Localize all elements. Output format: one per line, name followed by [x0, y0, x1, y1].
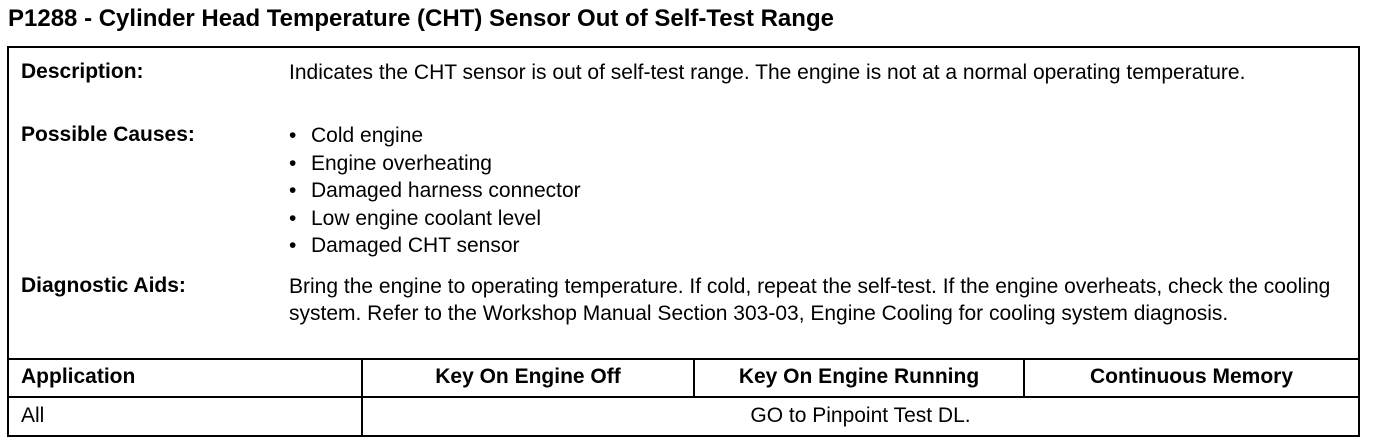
- table-divider: [9, 396, 1358, 398]
- table-divider: [9, 358, 1358, 360]
- possible-causes-label: Possible Causes:: [21, 123, 195, 146]
- dtc-table: [7, 46, 1360, 437]
- table-row-application: All: [21, 404, 45, 427]
- header-continuous-memory: Continuous Memory: [1090, 365, 1293, 388]
- header-key-on-engine-off: Key On Engine Off: [435, 365, 621, 388]
- cause-item: • Engine overheating: [289, 150, 1344, 178]
- cause-item: • Low engine coolant level: [289, 205, 1344, 233]
- header-key-on-engine-running: Key On Engine Running: [738, 365, 980, 388]
- page-title: P1288 - Cylinder Head Temperature (CHT) Sensor Out of Self-Test Range: [8, 5, 834, 32]
- possible-causes-content: [289, 122, 1344, 260]
- cause-item: • Damaged CHT sensor: [289, 232, 1344, 260]
- table-row-action: GO to Pinpoint Test DL.: [750, 404, 971, 427]
- cause-item: • Cold engine: [289, 122, 1344, 150]
- diagnostic-aids-label: Diagnostic Aids:: [21, 274, 186, 297]
- cause-item: • Damaged harness connector: [289, 177, 1344, 205]
- description-label: Description:: [21, 60, 144, 83]
- possible-causes-list: [289, 122, 1344, 260]
- description-text: Indicates the CHT sensor is out of self-test range. The engine is not at a normal operating temperature.: [289, 61, 1246, 84]
- diagnostic-aids-text: Bring the engine to operating temperature. If cold, repeat the self-test. If the engine overheats, check the cooling system. Refer to the Workshop Manual Section 303-03, Engine Cooling for cooling system diagnosis.: [289, 275, 1331, 325]
- header-application: Application: [21, 365, 136, 388]
